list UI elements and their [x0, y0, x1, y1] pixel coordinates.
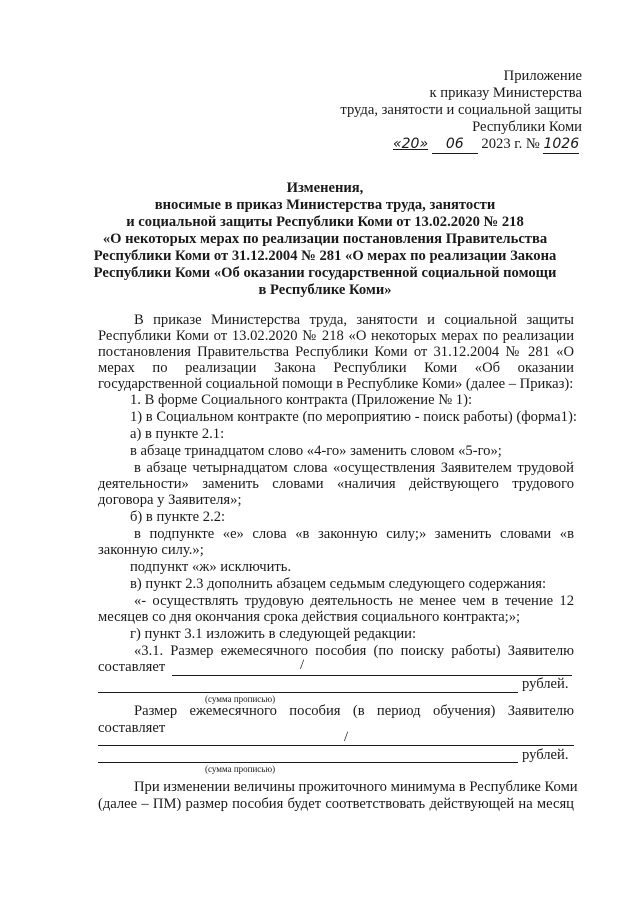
body-line: месяцев со дня окончания срока действия социального контракта;»; — [98, 609, 521, 625]
body-line: При изменении величины прожиточного минимума в Республике Коми — [134, 779, 578, 795]
body-line: составляет — [98, 659, 166, 675]
sum-caption: (сумма прописью) — [205, 764, 276, 774]
body-line: составляет — [98, 720, 166, 736]
sum-caption: (сумма прописью) — [205, 694, 276, 704]
body-line: б) в пункте 2.2: — [130, 509, 226, 525]
appendix-label: Приложение — [503, 68, 582, 84]
appendix-date-line — [393, 136, 579, 154]
blank-line — [172, 675, 572, 676]
title-line-1: Изменения, — [286, 180, 364, 196]
body-line: рублей. — [522, 747, 569, 763]
title-line-2: вносимые в приказ Министерства труда, занятости — [154, 197, 496, 213]
body-line: а) в пункте 2.1: — [130, 426, 225, 442]
blank-slash: / — [300, 657, 305, 673]
body-line: в подпункте «е» слова «в законную силу;» заменить словами «в — [134, 526, 574, 542]
title-line-3: и социальной защиты Республики Коми от 13.02.2020 № 218 — [126, 214, 524, 230]
body-line: 1. В форме Социального контракта (Приложение № 1): — [130, 392, 473, 408]
blank-line — [98, 762, 518, 763]
date-year-label: 2023 г. № — [481, 136, 540, 152]
title-line-7: в Республике Коми» — [258, 282, 392, 298]
body-line: 1) в Социальном контракте (по мероприятию - поиск работы) (форма1): — [130, 409, 577, 425]
appendix-republic: Республики Коми — [472, 119, 582, 135]
body-line: деятельности» заменить словами «наличия действующего трудового — [98, 476, 574, 492]
body-line: мерах по реализации Закона Республики Коми «Об оказании — [98, 360, 574, 376]
title-line-4: «О некоторых мерах по реализации постановления Правительства — [102, 231, 548, 247]
blank-slash: / — [344, 729, 349, 745]
body-line: г) пункт 3.1 изложить в следующей редакции: — [130, 626, 417, 642]
body-line: Размер ежемесячного пособия (в период обучения) Заявителю — [134, 703, 574, 719]
body-line: в абзаце тринадцатом слово «4-го» заменить словом «5-го»; — [130, 443, 502, 459]
date-day: «20» — [393, 136, 429, 152]
body-line: государственной социальной помощи в Республике Коми» (далее – Приказ): — [98, 376, 574, 392]
title-line-5: Республики Коми от 31.12.2004 № 281 «О мерах по реализации Закона — [93, 248, 557, 264]
body-line: Республики Коми от 13.02.2020 № 218 «О некоторых мерах по реализации — [98, 328, 574, 344]
body-line: В приказе Министерства труда, занятости и социальной защиты — [134, 312, 574, 328]
title-line-6: Республики Коми «Об оказании государственной социальной помощи — [93, 265, 557, 281]
appendix-ministry: труда, занятости и социальной защиты — [340, 102, 582, 118]
body-line: в абзаце четырнадцатом слова «осуществления Заявителем трудовой — [134, 460, 574, 476]
appendix-order-ref: к приказу Министерства — [429, 85, 582, 101]
body-line: «- осуществлять трудовую деятельность не менее чем в течение 12 — [134, 593, 574, 609]
body-line: в) пункт 2.3 дополнить абзацем седьмым следующего содержания: — [130, 576, 547, 592]
body-line: подпункт «ж» исключить. — [130, 559, 292, 575]
blank-line — [98, 692, 518, 693]
body-line: договора у Заявителя»; — [98, 492, 242, 508]
body-line: «3.1. Размер ежемесячного пособия (по поиску работы) Заявителю — [134, 643, 574, 659]
blank-line — [98, 745, 574, 746]
body-line: рублей. — [522, 676, 569, 692]
date-month: 06 — [432, 136, 478, 154]
body-line: постановления Правительства Республики Коми от 31.12.2004 № 281 «О — [98, 344, 574, 360]
body-line: законную силу.»; — [98, 542, 204, 558]
body-line: (далее – ПМ) размер пособия будет соответствовать действующей на месяц — [98, 796, 574, 812]
order-number: 1026 — [543, 136, 580, 152]
